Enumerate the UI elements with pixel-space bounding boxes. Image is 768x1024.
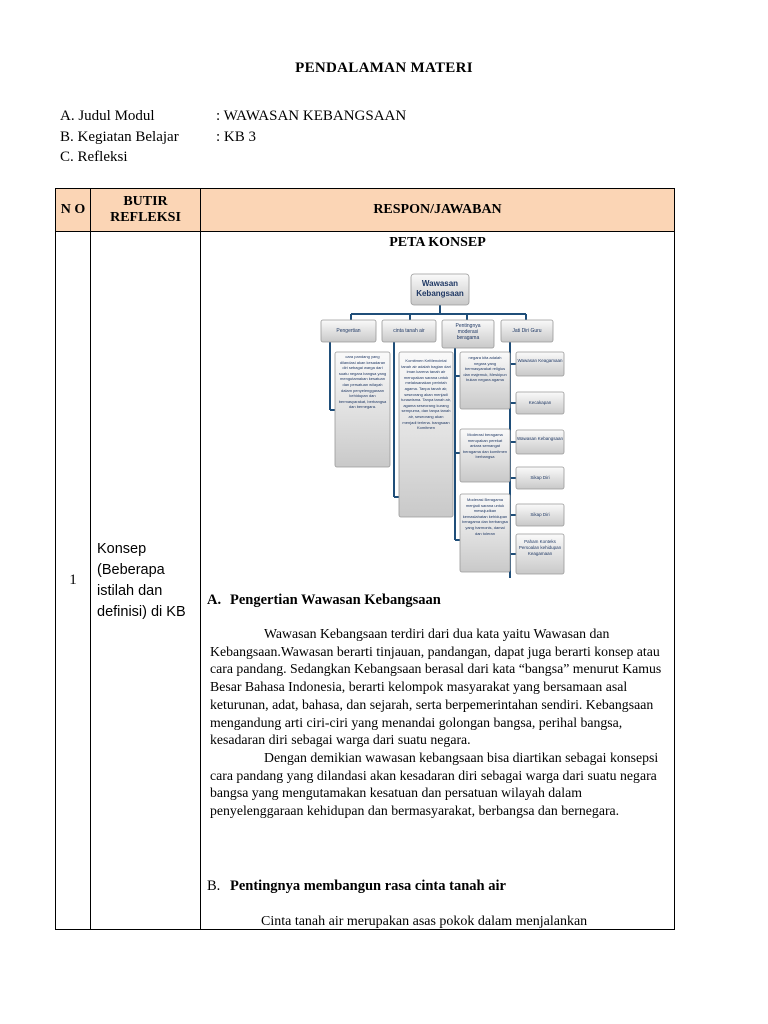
paragraph: Wawasan Kebangsaan terdiri dari dua kata yaitu Wawasan dan Kebangsaan.Wawasan berarti tinjauan, pandangan, dapat juga berarti konsep atau cara pandang. Sedangkan Kebangsaan berasal dari kata “bangsa” menurut Kamus Besar Bahasa Indonesia, berarti kelompok masyarakat yang bersamaan asal keturunan, adat, bahasa, dan sejarah, serta berpemerintahan sendiri. Kebangsaan mengandung arti ciri-ciri yang menandai golongan bangsa, perihal bangsa, kesadaran diri sebagai warga dari suatu negara. — [210, 626, 662, 748]
document-title: PENDALAMAN MATERI — [295, 60, 473, 76]
meta-row-refleksi — [60, 147, 406, 168]
concept-map — [315, 272, 565, 578]
section-letter: A. — [207, 592, 222, 608]
concept-branch-label: Pentingnya moderasi beragama — [455, 323, 481, 341]
concept-leaf-text: Sikap Diri — [530, 512, 550, 517]
section-a-heading — [207, 592, 671, 609]
section-b-heading — [207, 878, 671, 895]
meta-value: : KB 3 — [216, 128, 257, 145]
concept-leaf-text: cara pandang yang dilandasi akan kesadaran diri sebagai warga dari suatu negara bangsa yang mengutamakan kesatuan dan persatuan wilayah dalam penyelenggaraan kehidupan dan bermasyarakat, berbangsa dan bernegara. — [338, 354, 387, 410]
section-letter: B. — [207, 878, 221, 894]
meta-row-kegiatan-belajar — [60, 127, 406, 148]
meta-label: B. Kegiatan Belajar — [60, 128, 179, 145]
header-respon-jawaban: RESPON/JAWABAN — [201, 189, 675, 232]
concept-leaf-text: Moderasi Beragama menjadi sarana untuk mewujudkan kemaslahatan kehidupan beragama dan berbangsa yang harmonis, damai dan toleran — [462, 497, 508, 536]
meta-row-judul-modul — [60, 106, 406, 127]
row-respon — [201, 232, 675, 930]
header-no: N O — [56, 189, 91, 232]
concept-branch-label: Pengertian — [336, 328, 361, 334]
concept-leaf-text: Paham Konteks Persoalan kehidupan Keagamaan — [518, 539, 562, 556]
section-title: Pengertian Wawasan Kebangsaan — [230, 592, 441, 608]
table-header-row — [56, 189, 675, 232]
concept-root-label: Wawasan Kebangsaan — [416, 279, 464, 298]
reflection-table — [55, 188, 675, 930]
row-number: 1 — [56, 232, 91, 930]
peta-konsep-title: PETA KONSEP — [389, 235, 486, 250]
concept-branch-label: Jati Diri Guru — [512, 328, 542, 334]
header-butir-refleksi: BUTIR REFLEKSI — [91, 189, 201, 232]
concept-leaf-text: Sikap Diri — [530, 475, 550, 480]
row-butir: Konsep (Beberapa istilah dan definisi) di KB — [91, 232, 201, 930]
concept-leaf-text: negara kita adalah negara yang bermasyarakat religius dan majemuk, Meskipun bukan negara agama — [463, 355, 507, 383]
section-a — [207, 592, 671, 820]
meta-label: A. Judul Modul — [60, 108, 155, 124]
concept-leaf-text: Wawasan Keagamaan — [517, 358, 563, 363]
section-b — [207, 878, 671, 895]
concept-branch-label: cinta tanah air — [393, 328, 425, 334]
section-title: Pentingnya membangun rasa cinta tanah air — [230, 878, 506, 894]
paragraph: Dengan demikian wawasan kebangsaan bisa diartikan sebagai konsepsi cara pandang yang dilandasi akan kesadaran diri sebagai warga dari suatu negara bangsa yang mengutamakan kesatuan dan persatuan wilayah dalam penyelenggaraan kehidupan dan bermasyarakat, berbangsa dan bernegara. — [210, 749, 659, 819]
concept-leaf-text: Wawasan Kebangsaan — [516, 436, 564, 441]
concept-leaf-text: Kecakapan — [528, 400, 552, 405]
section-a-body — [207, 625, 671, 820]
module-info — [60, 106, 406, 168]
meta-label: C. Refleksi — [60, 149, 128, 165]
meta-value: : WAWASAN KEBANGSAAN — [216, 108, 407, 124]
concept-leaf-text: Moderasi beragama merupakan perekat antara semangat beragama dan komitmen berbangsa — [462, 432, 508, 460]
concept-leaf-text: Komitmen KeMencintai tanah air adalah bagian dari iman karena tanah air merupakan sarana untuk melaksanakan perintah agama. Tanpa tanah air, seseorang akan menjadi tunawisma. Tanpa tanah air, agama seseorang kurang sempurna, dan tanpa tanah air, seseorang akan menjadi terlena. bangsaan Komitmen — [401, 358, 451, 431]
table-row — [56, 232, 675, 930]
section-b-paragraph-start: Cinta tanah air merupakan asas pokok dalam menjalankan — [261, 914, 588, 929]
